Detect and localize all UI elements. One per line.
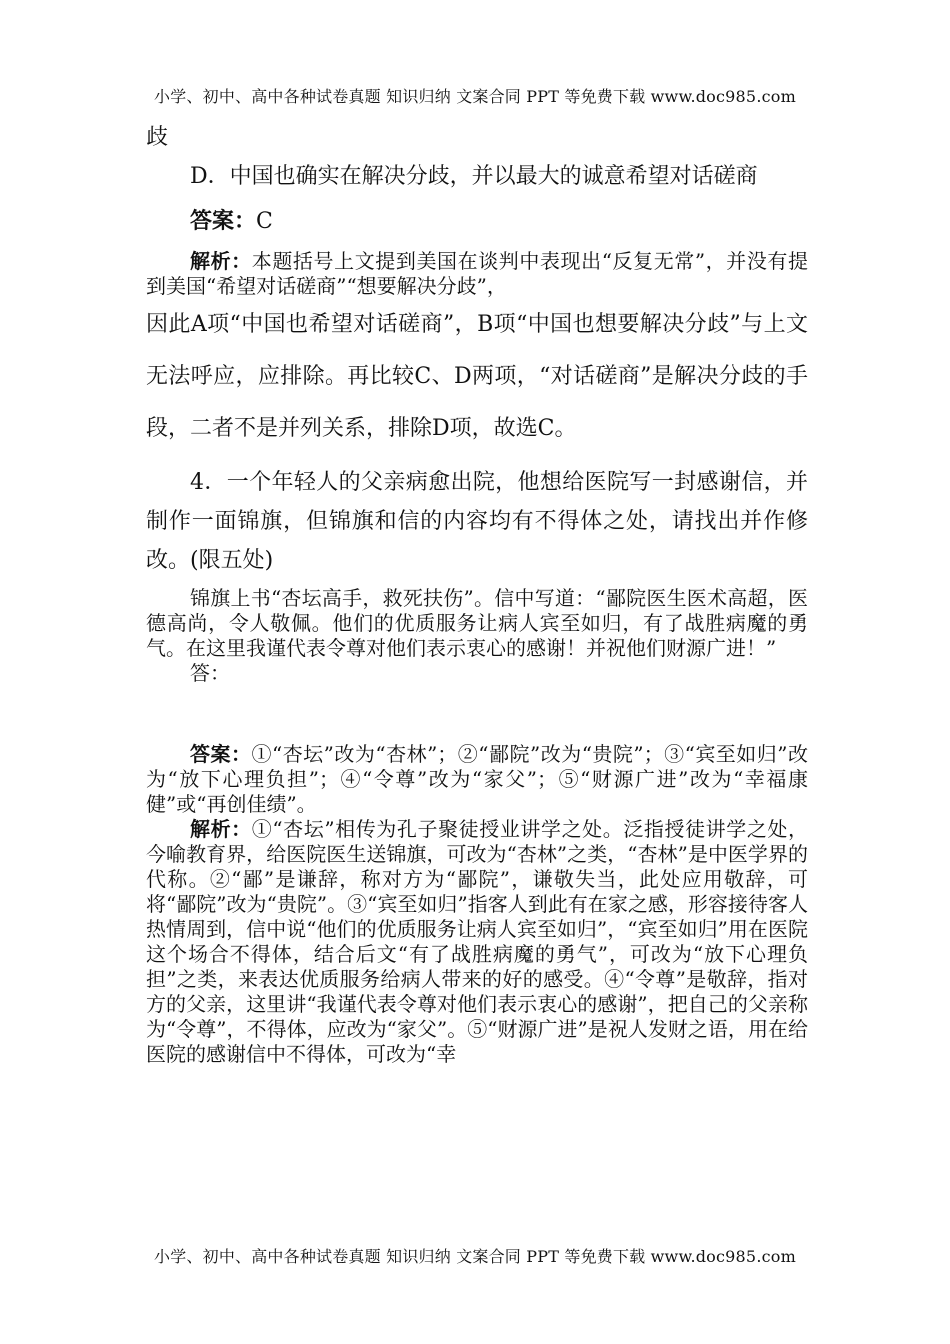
page-header: 小学、初中、高中各种试卷真题 知识归纳 文案合同 PPT 等免费下载 www.doc985.com xyxy=(154,87,796,106)
q3-answer-value: C xyxy=(256,209,273,234)
q4-analysis-text: ①“杏坛”相传为孔子聚徒授业讲学之处。泛指授徒讲学之处，今喻教育界，给医院医生送锦旗，可改为“杏林”之类，“杏林”是中医学界的代称。②“鄙”是谦辞，称对方为“鄙院”，谦敬失当，此处应用敬辞，可将“鄙院”改为“贵院”。③“宾至如归”指客人到此有在家之感，形容接待客人热情周到，信中说“他们的优质服务让病人宾至如归”，“宾至如归”用在医院这个场合不得体，结合后文“有了战胜病魔的勇气”，可改为“放下心理负担”之类，来表达优质服务给病人带来的好的感受。④“令尊”是敬辞，指对方的父亲，这里讲“我谨代表令尊对他们表示衷心的感谢”，把自己的父亲称为“令尊”，不得体，应改为“家父”。⑤“财源广进”是祝人发财之语，用在给医院的感谢信中不得体，可改为“幸 xyxy=(146,817,809,1066)
q3-continuation: 歧 xyxy=(146,125,169,150)
q3-analysis-lead xyxy=(146,249,808,299)
q4-answer xyxy=(146,742,808,817)
q4-answer-label: 答案： xyxy=(190,742,252,766)
q4-material: 锦旗上书“杏坛高手，救死扶伤”。信中写道：“鄙院医生医术高超，医德高尚，令人敬佩。他们的优质服务让病人宾至如归，有了战胜病魔的勇气。在这里我谨代表令尊对他们表示衷心的感谢！并祝他们财源广进！” xyxy=(146,586,808,660)
q3-answer xyxy=(146,202,808,241)
q3-analysis-part1: 本题括号上文提到美国在谈判中表现出“反复无常”，并没有提到美国“希望对话磋商”“想要解决分歧”， xyxy=(146,249,809,298)
q4-answer-text: ①“杏坛”改为“杏林”；②“鄙院”改为“贵院”；③“宾至如归”改为“放下心理负担”；④“令尊”改为“家父”；⑤“财源广进”改为“幸福康健”或“再创佳绩”。 xyxy=(146,742,809,816)
q3-answer-label: 答案： xyxy=(190,208,257,234)
q4-analysis-label: 解析： xyxy=(190,817,252,841)
page-footer: 小学、初中、高中各种试卷真题 知识归纳 文案合同 PPT 等免费下载 www.doc985.com xyxy=(154,1247,796,1266)
q4-answer-prompt: 答： xyxy=(190,661,230,685)
q3-analysis-label: 解析： xyxy=(190,249,252,273)
document-body xyxy=(146,118,808,1067)
q4-stem: 4．一个年轻人的父亲病愈出院，他想给医院写一封感谢信，并制作一面锦旗，但锦旗和信的内容均有不得体之处，请找出并作修改。(限五处) xyxy=(146,470,808,573)
q3-analysis-rest: 因此A项“中国也希望对话磋商”，B项“中国也想要解决分歧”与上文无法呼应，应排除。再比较C、D两项，“对话磋商”是解决分歧的手段，二者不是并列关系，排除D项，故选C。 xyxy=(146,312,808,441)
q4-analysis xyxy=(146,817,808,1067)
q3-option-d: D．中国也确实在解决分歧，并以最大的诚意希望对话磋商 xyxy=(190,164,758,189)
